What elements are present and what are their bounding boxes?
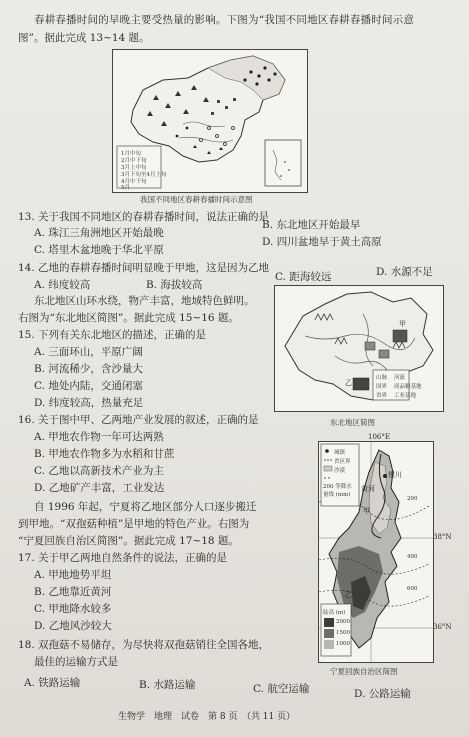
- label-jia-nx: 甲: [363, 507, 370, 515]
- q13-option-d: D. 四川盆地早于黄土高原: [262, 236, 382, 248]
- ne-legend-5: 省界: [376, 393, 388, 399]
- q17-option-d: D. 乙地风沙较大: [34, 620, 112, 632]
- label-river: 黄河: [361, 485, 375, 493]
- page-footer: 生物学 地理 试卷 第 8 页 （共 11 页）: [118, 712, 296, 722]
- ne-legend-3: 国界: [376, 384, 388, 390]
- elev-1500: 1500: [336, 630, 350, 636]
- nx-legend-3: 沙漠: [334, 468, 346, 474]
- intro3-line-1: 自 1996 年起，宁夏将乙地区部分人口逐步搬迁: [34, 501, 257, 513]
- ningxia-map: [318, 441, 434, 663]
- nx-legend-1: 城镇: [334, 450, 346, 456]
- q17-option-c: C. 甲地降水较多: [34, 603, 112, 615]
- northeast-map-drawing: [275, 286, 443, 411]
- lon-label: 106°E: [368, 433, 390, 441]
- legend-item-3: 3月上中旬: [121, 165, 147, 171]
- northeast-china-map: [274, 285, 444, 412]
- legend-item-4: 3月下旬至4月上旬: [121, 172, 167, 178]
- figure3-caption: 宁夏回族自治区简图: [330, 667, 398, 676]
- isohyet-600: 600: [407, 586, 418, 592]
- ne-legend-6: 工业基地: [394, 393, 417, 399]
- figure2-caption: 东北地区简图: [330, 418, 375, 427]
- q18-option-a: A. 铁路运输: [24, 677, 81, 689]
- elev-1000: 1000: [336, 641, 350, 647]
- legend-item-6: 5月: [121, 185, 130, 191]
- ningxia-map-drawing: [319, 442, 433, 662]
- ne-legend-1: 山脉: [376, 375, 388, 381]
- q14-option-a: A. 纬度较高: [34, 279, 91, 291]
- q15-option-d: D. 纬度较高，热量充足: [34, 397, 144, 409]
- q17-option-a: A. 甲地地势平坦: [34, 569, 112, 581]
- q15-stem: 15. 下列有关东北地区的描述，正确的是: [18, 329, 207, 341]
- intro2-line-2: 右图为“东北地区简图”。据此完成 15~16 题。: [18, 312, 239, 324]
- elev-2000: 2000: [336, 619, 350, 625]
- q18-option-c: C. 航空运输: [253, 683, 310, 695]
- q16-stem: 16. 关于图中甲、乙两地产业发展的叙述，正确的是: [18, 414, 259, 426]
- q17-stem: 17. 关于甲乙两地自然条件的说法，正确的是: [18, 552, 228, 564]
- intro-line-1: 春耕春播时间的早晚主要受热量的影响。下图为“我国不同地区春耕春播时间示意: [34, 14, 415, 26]
- q13-option-b: B. 东北地区开始最早: [262, 219, 361, 231]
- elev-title: 陆高 (m): [323, 610, 346, 616]
- isohyet-legend: 200 等降水量线 (mm): [323, 484, 352, 498]
- intro3-line-3: “宁夏回族自治区简图”。据此完成 17~18 题。: [18, 535, 239, 547]
- q14-option-c: C. 距海较远: [275, 271, 332, 283]
- q16-option-a: A. 甲地农作物一年可达两熟: [34, 431, 164, 443]
- china-spring-planting-map: [112, 49, 308, 193]
- label-yi-nx: 乙: [345, 591, 352, 599]
- q13-option-a: A. 珠江三角洲地区开始最晚: [34, 227, 164, 239]
- q15-option-c: C. 地处内陆，交通闭塞: [34, 380, 143, 392]
- isohyet-200: 200: [407, 496, 418, 502]
- ne-legend-2: 河流: [394, 375, 406, 381]
- city-yinchuan: 银川: [388, 471, 402, 479]
- q13-option-c: C. 塔里木盆地晚于华北平原: [34, 244, 164, 256]
- q14-option-d: D. 水源不足: [376, 266, 433, 278]
- q16-option-c: C. 乙地以高新技术产业为主: [34, 465, 164, 477]
- q17-option-b: B. 乙地靠近黄河: [34, 586, 112, 598]
- lat-38: 38°N: [433, 533, 452, 541]
- q14-stem: 14. 乙地的春耕春播时间明显晚于甲地，这是因为乙地: [18, 262, 270, 274]
- legend-item-2: 2月中下旬: [121, 158, 147, 164]
- label-jia-ne: 甲: [399, 320, 406, 328]
- q18-option-d: D. 公路运输: [354, 688, 411, 700]
- legend-item-5: 4月中下旬: [121, 179, 147, 185]
- isohyet-400: 400: [407, 554, 418, 560]
- intro3-line-2: 到甲地。“双孢菇种植”是甲地的特色产业。右图为: [18, 518, 250, 530]
- lat-36: 36°N: [433, 623, 452, 631]
- q13-stem: 13. 关于我国不同地区的春耕春播时间，说法正确的是: [18, 211, 270, 223]
- q16-option-d: D. 乙地矿产丰富，工业发达: [34, 482, 165, 494]
- label-yi-ne: 乙: [345, 379, 352, 387]
- q18-option-b: B. 水路运输: [139, 679, 196, 691]
- intro-line-2: 图”。据此完成 13~14 题。: [18, 32, 150, 44]
- figure1-caption: 我国不同地区春耕春播时间示意图: [140, 195, 253, 204]
- q15-option-b: B. 河流稀少，含沙量大: [34, 363, 143, 375]
- ne-legend-4: 商品粮基地: [394, 384, 422, 390]
- q16-option-b: B. 甲地农作物多为水稻和甘蔗: [34, 448, 175, 460]
- legend-item-1: 1月中旬: [121, 151, 141, 157]
- nx-legend-2: 省区界: [334, 459, 351, 465]
- q18-stem-2: 最佳的运输方式是: [34, 656, 118, 668]
- q18-stem-1: 18. 双孢菇不易储存，为尽快将双孢菇销往全国各地，: [18, 639, 270, 651]
- q15-option-a: A. 三面环山，平原广阔: [34, 346, 143, 358]
- q14-option-b: B. 海拔较高: [146, 279, 203, 291]
- intro2-line-1: 东北地区山环水绕，物产丰富，地域特色鲜明。: [34, 295, 255, 307]
